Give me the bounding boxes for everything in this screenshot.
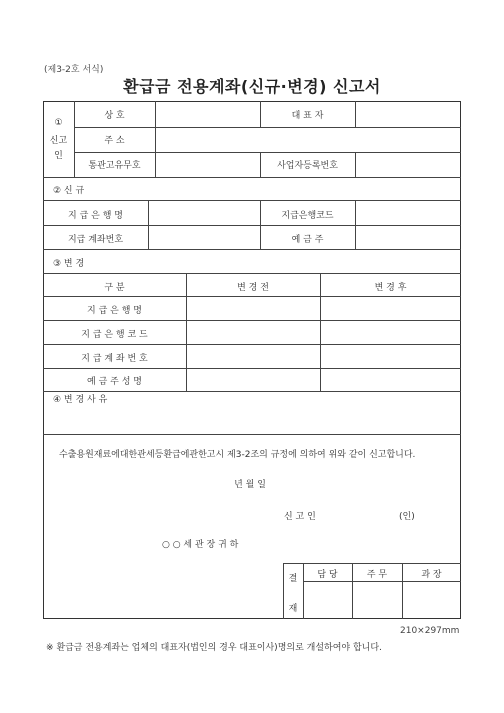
row-line: [74, 127, 461, 128]
bank-name-field[interactable]: [149, 202, 259, 224]
before-bank-code-field[interactable]: [187, 322, 319, 343]
footnote: ※ 환급금 전용계좌는 업체의 대표자(법인의 경우 대표이사)명의로 개설하여야 합니다.: [46, 643, 382, 653]
approval-sign-chief[interactable]: [403, 583, 460, 618]
business-number-field[interactable]: [356, 154, 460, 176]
approval-sign-manager[interactable]: [353, 583, 401, 618]
declaration-statement: 수출용원재료에대한관세등환급에관한고시 제3-2조의 규정에 의하여 위와 같이 신고합니다.: [59, 450, 416, 460]
representative-field[interactable]: [356, 104, 460, 126]
approval-label: 결: [288, 574, 298, 584]
row-line: [43, 320, 461, 321]
change-col-after: 변 경 후: [374, 283, 407, 293]
depositor-label: 예 금 주: [291, 235, 324, 245]
approval-col-staff: 담 당: [317, 570, 338, 580]
approval-label: 재: [288, 604, 298, 614]
change-col-before: 변 경 전: [237, 283, 269, 293]
before-account-field[interactable]: [187, 346, 319, 367]
change-section-title: ③ 변 경: [53, 259, 85, 269]
section-line: [43, 177, 461, 178]
section-line: [43, 434, 461, 435]
page-title: 환급금 전용계좌(신규·변경) 신고서: [123, 77, 381, 96]
change-col-category: 구 분: [104, 283, 125, 293]
reason-field[interactable]: [44, 404, 460, 432]
reporter-signer-label: 신 고 인: [284, 512, 316, 522]
approval-line: [303, 581, 461, 582]
depositor-field[interactable]: [356, 226, 460, 248]
customs-code-label: 통관고유무호: [88, 161, 141, 171]
before-depositor-field[interactable]: [187, 370, 319, 390]
bank-code-field[interactable]: [356, 202, 460, 224]
after-bank-name-field[interactable]: [321, 298, 460, 319]
row-line: [74, 152, 461, 153]
form-number: (제3-2호 서식): [44, 65, 104, 75]
after-depositor-field[interactable]: [321, 370, 460, 390]
reporter-section-label: 신고: [49, 136, 68, 146]
section-line: [43, 200, 461, 201]
approval-col-chief: 과 장: [421, 570, 442, 580]
account-number-label: 지급 계좌번호: [67, 235, 124, 245]
after-account-field[interactable]: [321, 346, 460, 367]
approval-sign-staff[interactable]: [304, 583, 351, 618]
row-line: [43, 296, 461, 297]
address-label: 주 소: [104, 136, 125, 146]
change-row-account-number: 지 급 계 좌 번 호: [81, 354, 148, 364]
seal-mark: (인): [399, 512, 415, 522]
addressee: ○ ○ 세 관 장 귀 하: [162, 540, 239, 550]
customs-code-field[interactable]: [156, 154, 259, 176]
section-line: [43, 249, 461, 250]
bank-code-label: 지급은행코드: [281, 211, 334, 221]
approval-line: [283, 563, 461, 564]
change-row-bank-code: 지 급 은 행 코 드: [81, 330, 148, 340]
address-field[interactable]: [156, 129, 460, 151]
after-bank-code-field[interactable]: [321, 322, 460, 343]
company-name-field[interactable]: [156, 104, 259, 126]
business-number-label: 사업자등록번호: [277, 161, 338, 171]
new-section-title: ② 신 규: [53, 186, 85, 196]
change-row-bank-name: 지 급 은 행 명: [87, 306, 142, 316]
company-name-label: 상 호: [104, 111, 125, 121]
account-number-field[interactable]: [149, 226, 259, 248]
bank-name-label: 지 급 은 행 명: [68, 211, 123, 221]
reason-section-title: ④ 변 경 사 유: [53, 395, 108, 405]
row-line: [43, 344, 461, 345]
paper-size: 210×297mm: [400, 626, 460, 636]
before-bank-name-field[interactable]: [187, 298, 319, 319]
reporter-section-number: ①: [54, 118, 63, 128]
date-line: 년 월 일: [234, 480, 266, 490]
change-row-depositor: 예 금 주 성 명: [87, 377, 142, 387]
approval-col-manager: 주 무: [366, 570, 388, 580]
representative-label: 대 표 자: [291, 111, 324, 121]
row-line: [43, 368, 461, 369]
section-line: [43, 273, 461, 274]
reporter-section-label: 인: [54, 151, 63, 161]
